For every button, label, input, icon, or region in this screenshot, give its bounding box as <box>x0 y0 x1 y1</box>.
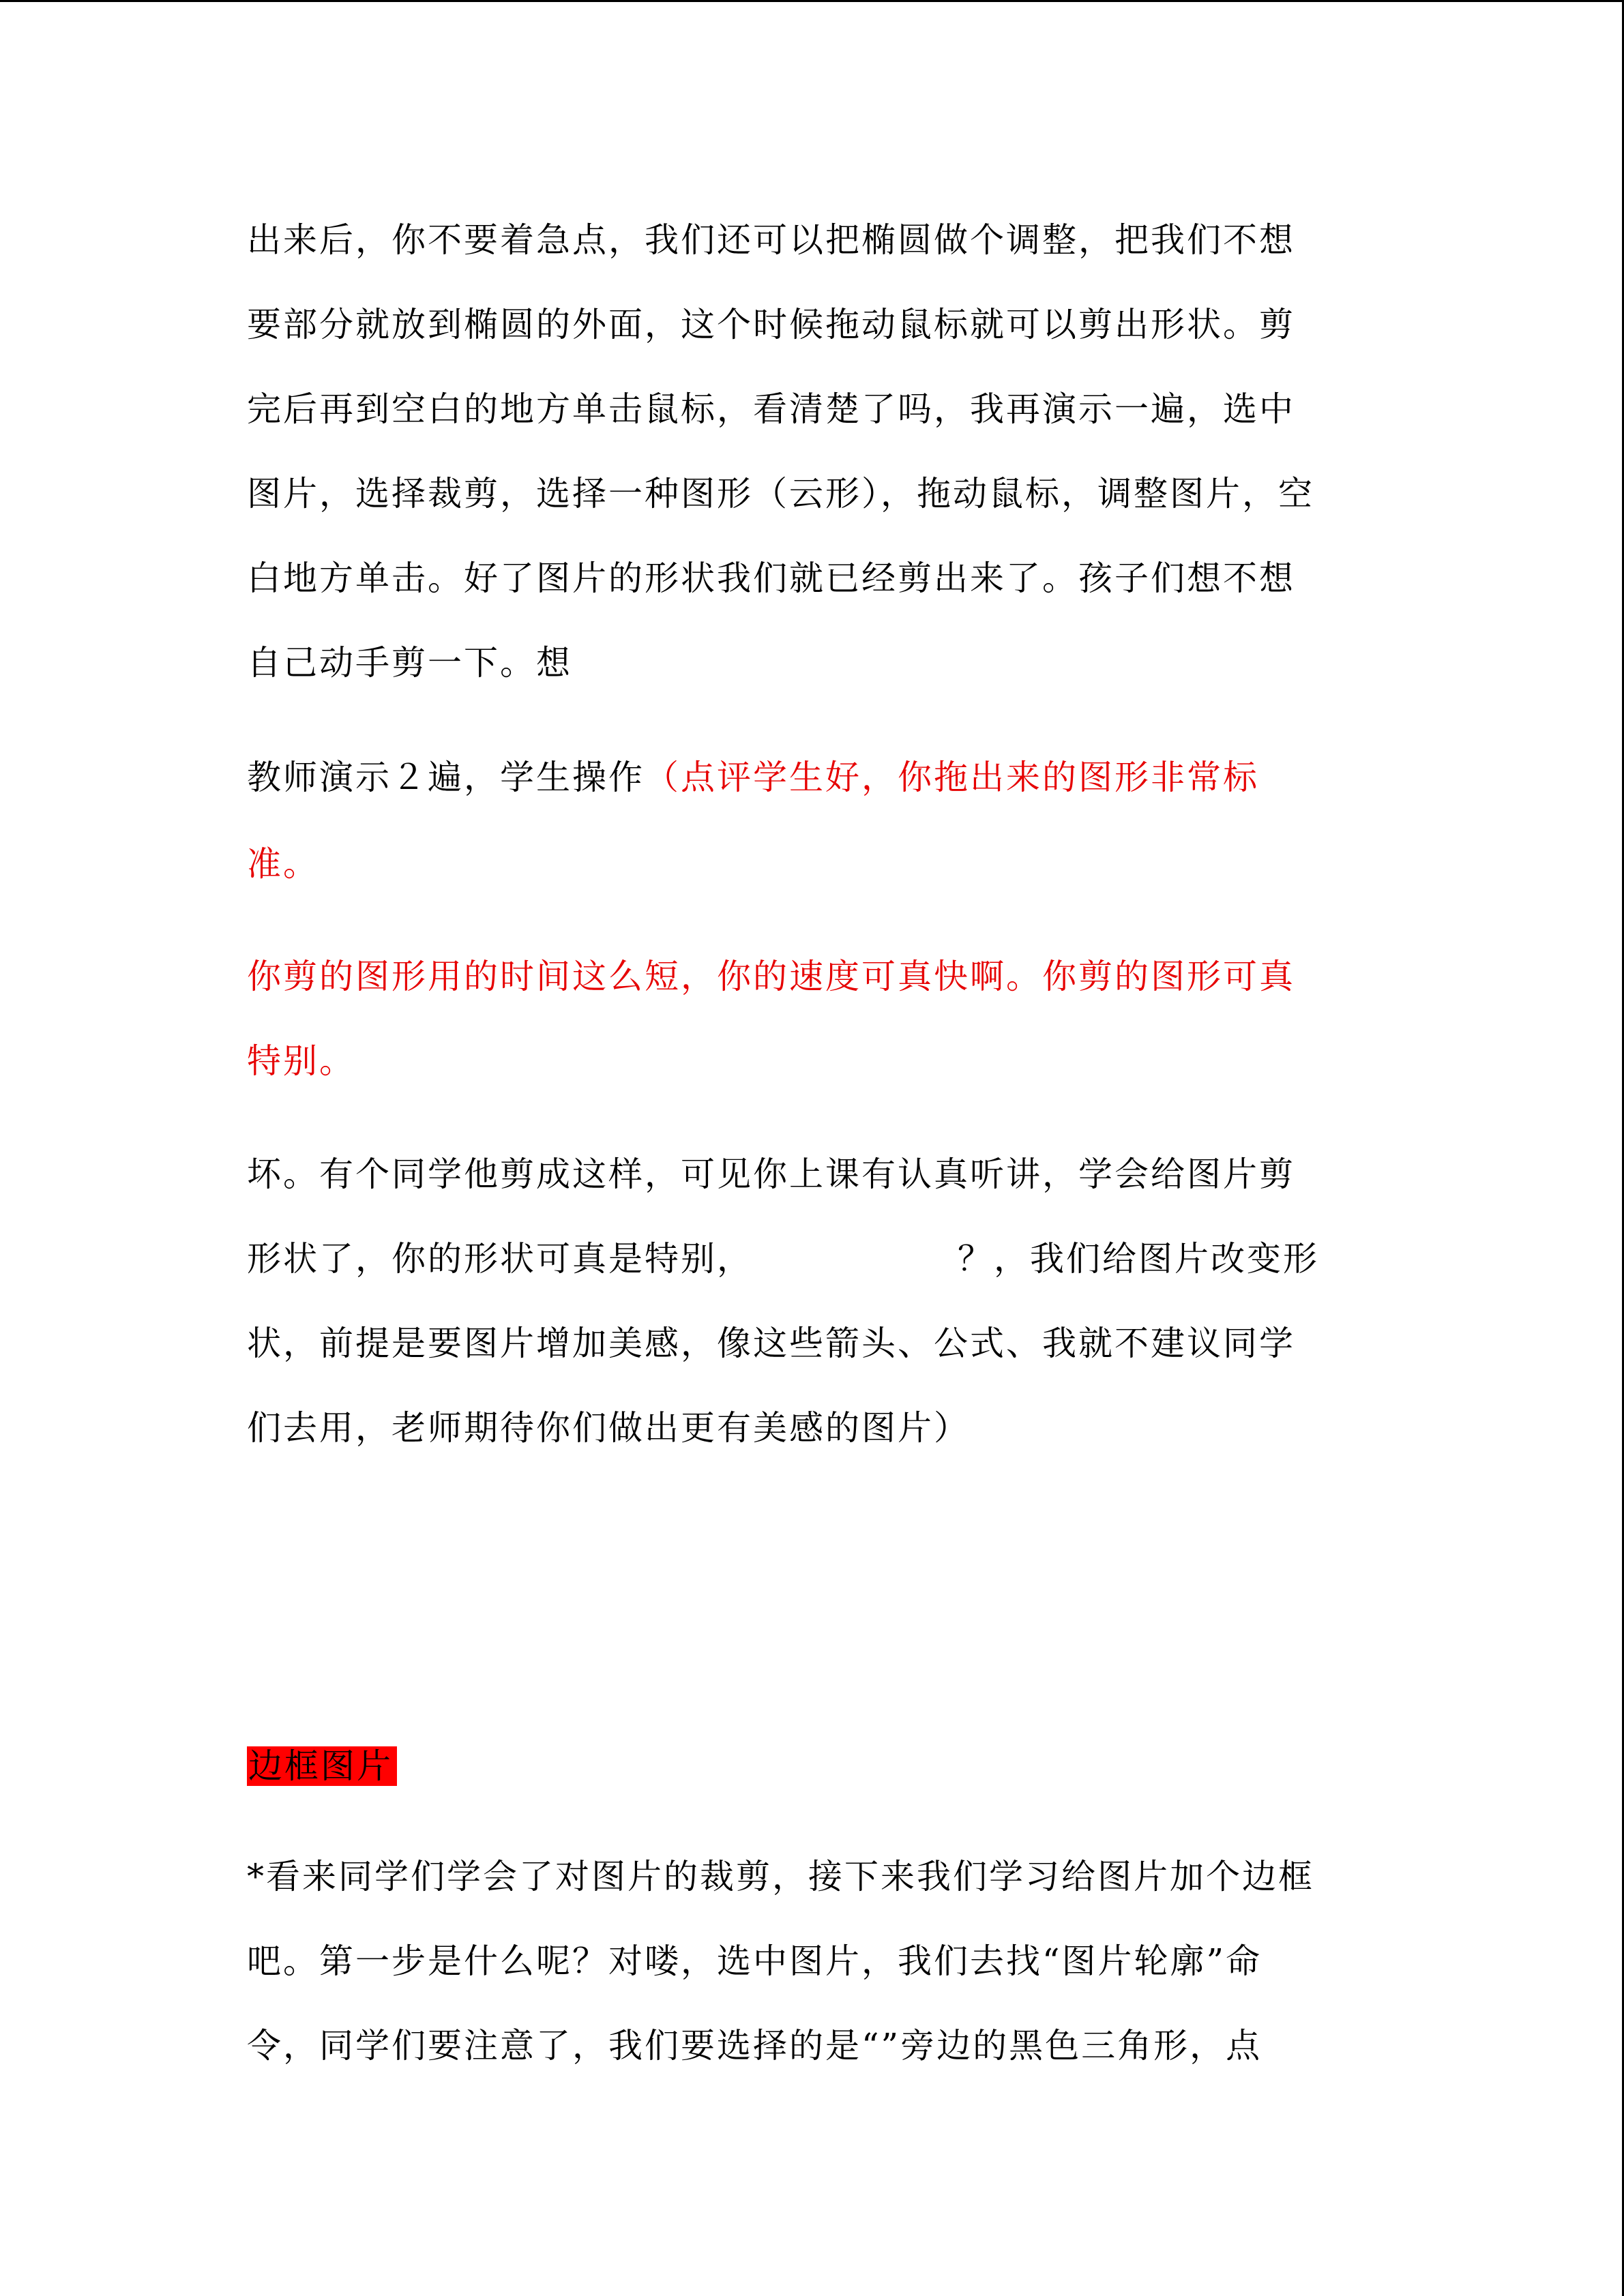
paragraph-3-line-1: 你剪的图形用的时间这么短，你的速度可真快啊。你剪的图形可真 <box>247 957 1295 996</box>
paragraph-4-line-2-end: ？，我们给图片改变形 <box>958 1239 1319 1279</box>
paragraph-1-line-5: 白地方单击。好了图片的形状我们就已经剪出来了。孩子们想不想 <box>247 558 1295 598</box>
paragraph-1-line-6: 自己动手剪一下。想 <box>247 643 572 683</box>
paragraph-2-line-1 <box>247 757 1259 798</box>
paragraph-1-line-1: 出来后，你不要着急点，我们还可以把椭圆做个调整，把我们不想 <box>247 220 1295 260</box>
comment-text: （点评学生好，你拖出来的图形非常标 <box>645 758 1259 797</box>
paragraph-1-line-3: 完后再到空白的地方单击鼠标，看清楚了吗，我再演示一遍，选中 <box>247 389 1295 429</box>
paragraph-4-line-2 <box>247 1238 1319 1279</box>
paragraph-3-line-2: 特别。 <box>247 1041 355 1081</box>
paragraph-5-line-3: 令，同学们要注意了，我们要选择的是“”旁边的黑色三角形，点 <box>247 2026 1263 2066</box>
paragraph-5-line-1: *看来同学们学会了对图片的裁剪，接下来我们学习给图片加个边框 <box>247 1857 1314 1896</box>
teacher-demo-text: 教师演示２遍，学生操作 <box>247 758 645 797</box>
paragraph-4-line-4: 们去用，老师期待你们做出更有美感的图片） <box>247 1408 970 1448</box>
paragraph-1-line-2: 要部分就放到椭圆的外面，这个时候拖动鼠标就可以剪出形状。剪 <box>247 305 1295 344</box>
paragraph-2-line-2: 准。 <box>247 844 319 884</box>
section-heading-text: 边框图片 <box>247 1746 397 1786</box>
paragraph-5-line-2: 吧。第一步是什么呢？对喽，选中图片，我们去找“图片轮廓”命 <box>247 1941 1263 1981</box>
page-top-border <box>0 0 1624 2</box>
paragraph-4-line-2-start: 形状了，你的形状可真是特别， <box>247 1239 753 1279</box>
paragraph-1-line-4: 图片，选择裁剪，选择一种图形（云形），拖动鼠标，调整图片，空 <box>247 474 1314 513</box>
section-heading <box>247 1746 397 1787</box>
paragraph-4-line-3: 状，前提是要图片增加美感，像这些箭头、公式、我就不建议同学 <box>247 1324 1295 1363</box>
paragraph-4-line-1: 坏。有个同学他剪成这样，可见你上课有认真听讲，学会给图片剪 <box>247 1154 1295 1194</box>
